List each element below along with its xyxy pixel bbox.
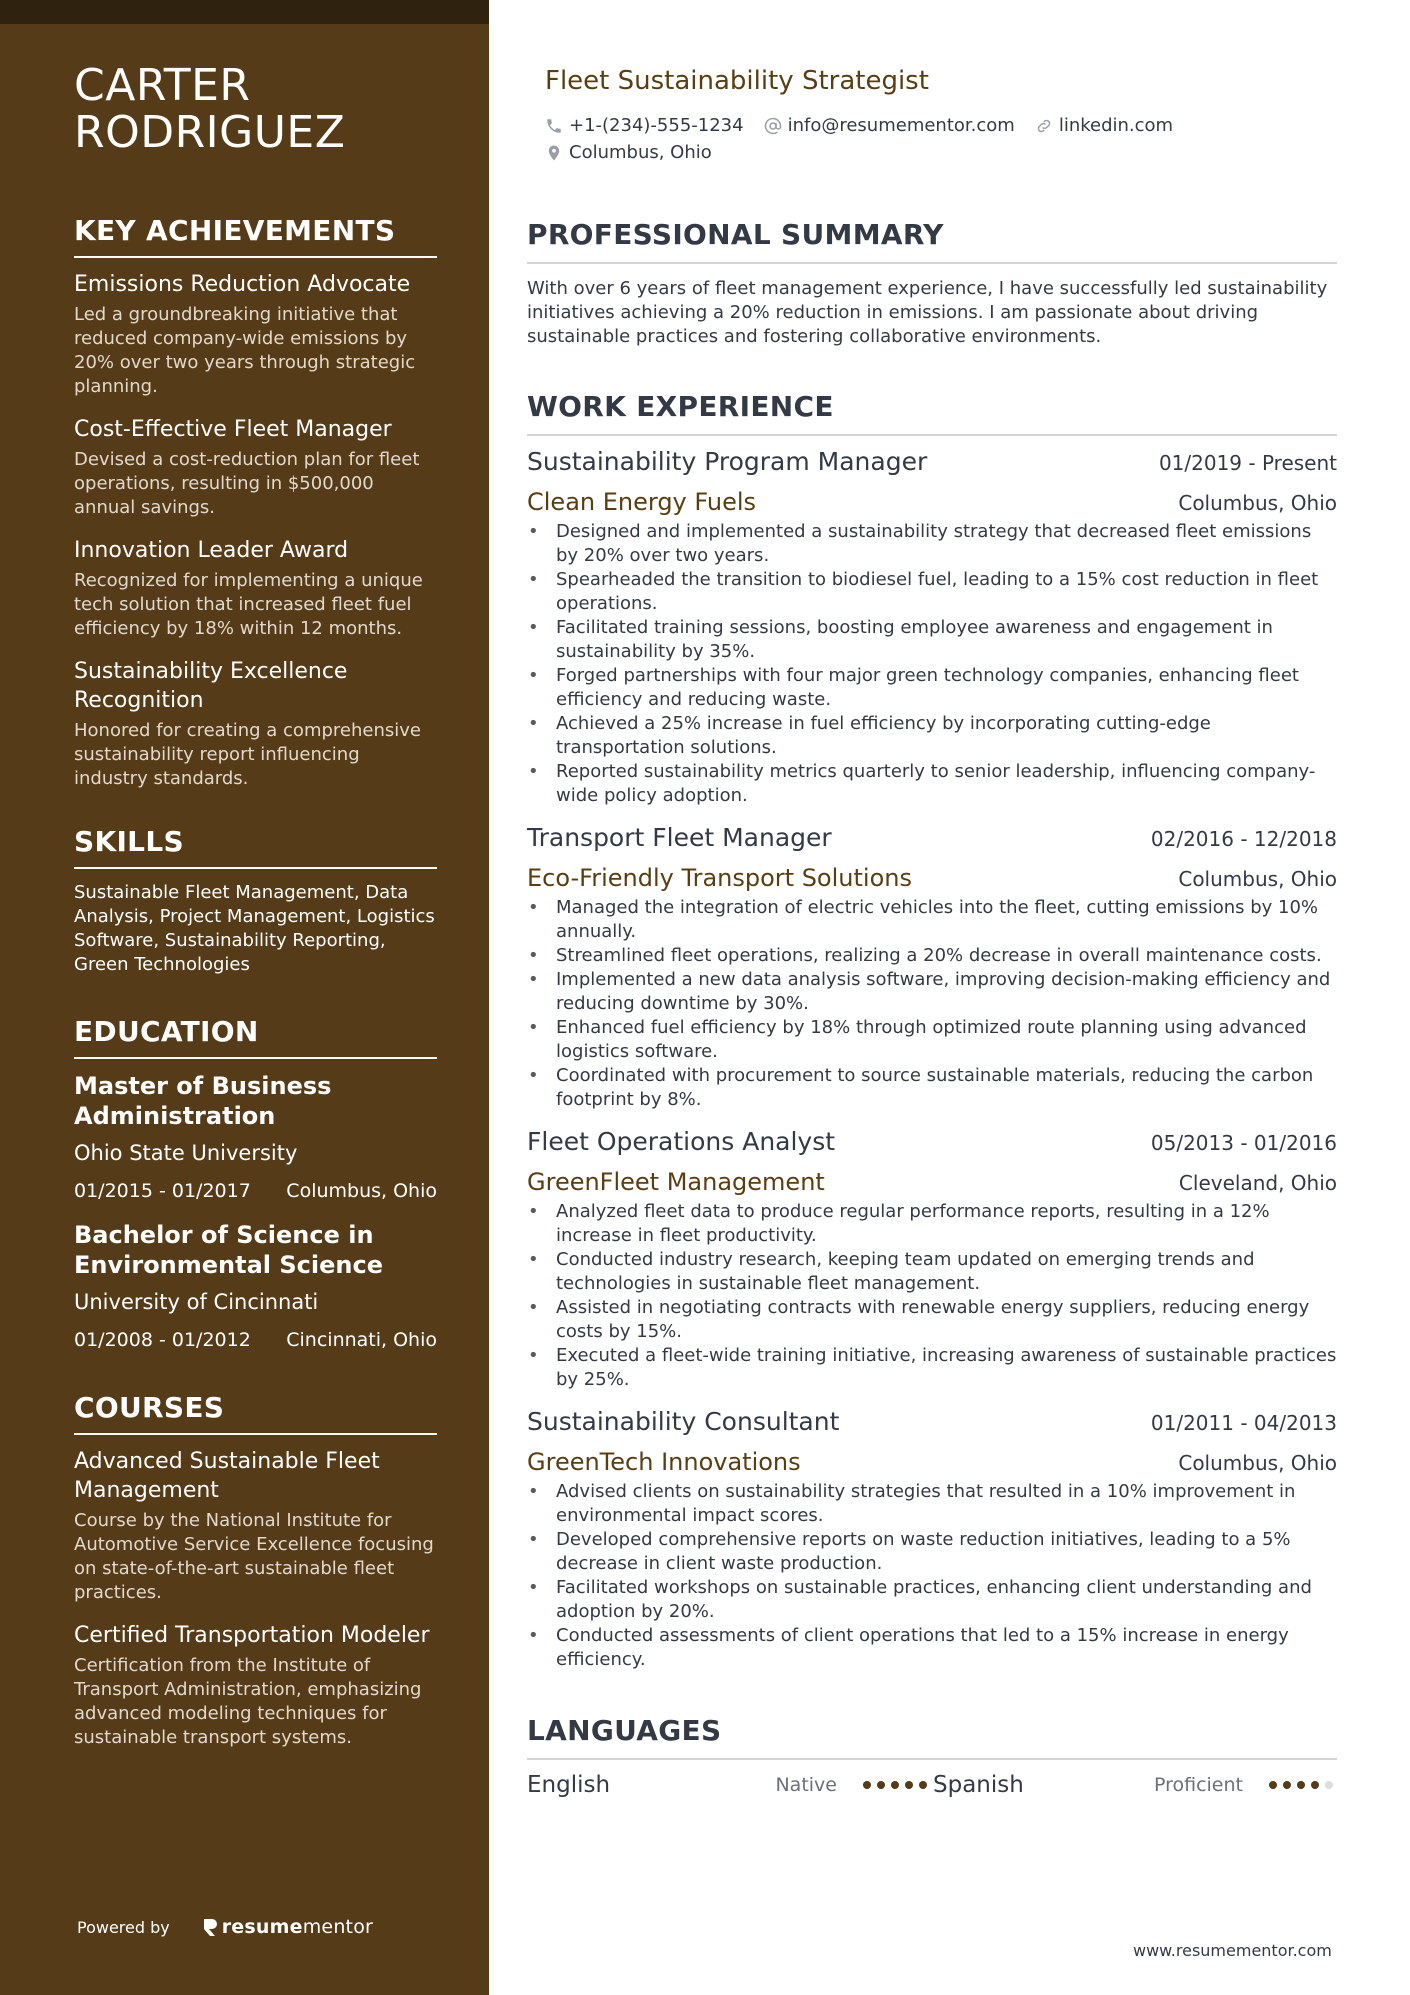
location-text: Columbus, Ohio <box>569 142 712 163</box>
education-degree: Bachelor of Science in Environmental Science <box>74 1221 383 1279</box>
rating-dot-filled <box>919 1781 927 1789</box>
course-title: Advanced Sustainable Fleet Management <box>74 1449 380 1503</box>
job-dates: 01/2019 - Present <box>1158 451 1337 475</box>
education-dates: 01/2008 - 01/2012 <box>74 1329 251 1351</box>
job-bullet: • Forged partnerships with four major green technology companies, enhancing fleet efficiency and reducing waste. <box>527 664 1337 712</box>
contact-row-2 <box>545 139 1335 166</box>
languages-heading: LANGUAGES <box>527 1714 1337 1760</box>
rating-dot-filled <box>905 1781 913 1789</box>
education-section <box>74 1015 437 1353</box>
education-school: Ohio State University <box>74 1141 298 1165</box>
job-header <box>527 446 1337 479</box>
skills-text: Sustainable Fleet Management, Data Analysis, Project Management, Logistics Software, Sustainability Reporting, Green Technologies <box>74 882 435 975</box>
achievement-item <box>74 270 437 399</box>
language-name: Spanish <box>933 1772 1024 1798</box>
job-company: GreenFleet Management <box>527 1168 825 1196</box>
rating-dot-filled <box>1283 1781 1291 1789</box>
email-contact[interactable] <box>764 112 1015 139</box>
job-company: Clean Energy Fuels <box>527 488 757 516</box>
name-last: RODRIGUEZ <box>74 107 346 158</box>
education-location: Cincinnati, Ohio <box>286 1329 437 1351</box>
job-role: Sustainability Consultant <box>527 1407 840 1436</box>
summary-section <box>527 218 1337 349</box>
job-bullet: • Achieved a 25% increase in fuel efficiency by incorporating cutting-edge transportation solutions. <box>527 712 1337 760</box>
achievement-description: Led a groundbreaking initiative that reduced company-wide emissions by 20% over two years through strategic planning. <box>74 304 416 397</box>
education-meta <box>74 1327 437 1353</box>
job-bullets <box>527 1480 1337 1672</box>
summary-text: With over 6 years of fleet management experience, I have successfully led sustainability initiatives achieving a 20% reduction in emissions. I am passionate about driving sustainable practices and fostering collaborative environments. <box>527 278 1328 347</box>
achievement-title: Innovation Leader Award <box>74 538 349 563</box>
job-bullet: • Conducted industry research, keeping team updated on emerging trends and technologies in sustainable fleet management. <box>527 1248 1337 1296</box>
rating-dot-filled <box>877 1781 885 1789</box>
achievements-section <box>74 214 437 791</box>
education-heading: EDUCATION <box>74 1015 437 1059</box>
achievement-description: Devised a cost-reduction plan for fleet operations, resulting in $500,000 annual savings. <box>74 449 420 518</box>
job-company: Eco-Friendly Transport Solutions <box>527 864 912 892</box>
course-item <box>74 1621 437 1750</box>
job-bullet: • Advised clients on sustainability strategies that resulted in a 10% improvement in environmental impact scores. <box>527 1480 1337 1528</box>
linkedin-contact[interactable] <box>1035 112 1173 139</box>
job-bullet: • Assisted in negotiating contracts with renewable energy suppliers, reducing energy costs by 15%. <box>527 1296 1337 1344</box>
achievement-title: Cost-Effective Fleet Manager <box>74 417 392 442</box>
job-company: GreenTech Innovations <box>527 1448 801 1476</box>
job-subheader <box>527 1167 1337 1198</box>
course-description: Course by the National Institute for Automotive Service Excellence focusing on state-of-the-art sustainable fleet practices. <box>74 1510 434 1603</box>
powered-by-label: Powered by <box>77 1917 170 1937</box>
job-bullet: • Facilitated training sessions, boosting employee awareness and engagement in sustainability by 35%. <box>527 616 1337 664</box>
summary-heading: PROFESSIONAL SUMMARY <box>527 218 1337 264</box>
job-location: Columbus, Ohio <box>1178 1451 1337 1475</box>
course-item <box>74 1447 437 1605</box>
phone-icon <box>545 117 563 135</box>
languages-section <box>527 1714 1337 1800</box>
sidebar <box>0 0 489 1995</box>
job-entry <box>527 1406 1337 1672</box>
education-location: Columbus, Ohio <box>286 1180 437 1202</box>
contact-row-1 <box>545 112 1335 139</box>
candidate-name <box>74 62 437 156</box>
experience-list <box>527 446 1337 1672</box>
achievement-item <box>74 657 437 791</box>
achievement-title: Emissions Reduction Advocate <box>74 272 411 297</box>
language-item <box>933 1770 1339 1800</box>
brand-name-a: resume <box>221 1916 303 1938</box>
job-role: Fleet Operations Analyst <box>527 1127 836 1156</box>
skills-section <box>74 825 437 977</box>
job-bullet: • Coordinated with procurement to source sustainable materials, reducing the carbon footprint by 8%. <box>527 1064 1337 1112</box>
phone-contact[interactable] <box>545 112 744 139</box>
language-rating <box>1269 1781 1339 1789</box>
at-sign-icon <box>764 117 782 135</box>
brand-logo[interactable] <box>202 1916 373 1938</box>
rating-dot-filled <box>1297 1781 1305 1789</box>
education-school: University of Cincinnati <box>74 1290 319 1314</box>
job-header <box>527 1406 1337 1439</box>
job-bullets <box>527 520 1337 808</box>
link-icon <box>1035 117 1053 135</box>
language-name: English <box>527 1772 611 1798</box>
experience-heading: WORK EXPERIENCE <box>527 390 1337 436</box>
job-subheader <box>527 1447 1337 1478</box>
achievement-item <box>74 415 437 520</box>
job-header <box>527 1126 1337 1159</box>
job-subheader <box>527 863 1337 894</box>
job-bullet: • Designed and implemented a sustainability strategy that decreased fleet emissions by 20% over two years. <box>527 520 1337 568</box>
achievement-description: Honored for creating a comprehensive sustainability report influencing industry standards. <box>74 720 421 789</box>
job-bullet: • Managed the integration of electric vehicles into the fleet, cutting emissions by 10% annually. <box>527 896 1337 944</box>
sidebar-top-bar <box>0 0 489 24</box>
education-list <box>74 1071 437 1353</box>
contact-info <box>545 112 1335 166</box>
email-address: info@resumementor.com <box>787 115 1015 136</box>
powered-by <box>77 1916 373 1938</box>
job-header <box>527 822 1337 855</box>
rating-dot-filled <box>863 1781 871 1789</box>
main-body <box>527 218 1337 1800</box>
language-level: Native <box>775 1774 837 1796</box>
job-bullet: • Enhanced fuel efficiency by 18% through optimized route planning using advanced logistics software. <box>527 1016 1337 1064</box>
rating-dot-empty <box>1325 1781 1333 1789</box>
achievements-list <box>74 270 437 791</box>
education-meta <box>74 1178 437 1204</box>
job-role: Sustainability Program Manager <box>527 447 928 476</box>
job-bullet: • Analyzed fleet data to produce regular performance reports, resulting in a 12% increase in fleet productivity. <box>527 1200 1337 1248</box>
job-bullet: • Conducted assessments of client operations that led to a 15% increase in energy efficiency. <box>527 1624 1337 1672</box>
location-pin-icon <box>545 144 563 162</box>
job-title: Fleet Sustainability Strategist <box>545 66 929 96</box>
job-location: Columbus, Ohio <box>1178 867 1337 891</box>
job-entry <box>527 1126 1337 1392</box>
course-title: Certified Transportation Modeler <box>74 1623 430 1648</box>
job-bullet: • Implemented a new data analysis software, improving decision-making efficiency and reducing downtime by 30%. <box>527 968 1337 1016</box>
language-item <box>527 1770 933 1800</box>
language-rating <box>863 1781 933 1789</box>
job-dates: 02/2016 - 12/2018 <box>1150 827 1337 851</box>
skills-heading: SKILLS <box>74 825 437 869</box>
footer-website[interactable]: www.resumementor.com <box>1133 1941 1332 1960</box>
job-entry <box>527 446 1337 808</box>
courses-section <box>74 1391 437 1750</box>
education-degree: Master of Business Administration <box>74 1072 332 1130</box>
name-first: CARTER <box>74 60 251 111</box>
job-bullets <box>527 896 1337 1112</box>
job-bullet: • Executed a fleet-wide training initiative, increasing awareness of sustainable practices by 25%. <box>527 1344 1337 1392</box>
job-bullets <box>527 1200 1337 1392</box>
achievement-title: Sustainability Excellence Recognition <box>74 659 348 713</box>
achievements-heading: KEY ACHIEVEMENTS <box>74 214 437 258</box>
job-bullet: • Developed comprehensive reports on waste reduction initiatives, leading to a 5% decrease in client waste production. <box>527 1528 1337 1576</box>
job-entry <box>527 822 1337 1112</box>
education-item <box>74 1220 437 1353</box>
course-description: Certification from the Institute of Transport Administration, emphasizing advanced modeling techniques for sustainable transport systems. <box>74 1655 422 1748</box>
linkedin-url: linkedin.com <box>1058 115 1174 136</box>
language-level: Proficient <box>1153 1774 1243 1796</box>
sidebar-content <box>74 62 437 1750</box>
location-contact <box>545 139 712 166</box>
job-bullet: • Facilitated workshops on sustainable practices, enhancing client understanding and adoption by 20%. <box>527 1576 1337 1624</box>
job-bullet: • Reported sustainability metrics quarterly to senior leadership, influencing company-wide policy adoption. <box>527 760 1337 808</box>
courses-heading: COURSES <box>74 1391 437 1435</box>
job-location: Columbus, Ohio <box>1178 491 1337 515</box>
rating-dot-filled <box>1311 1781 1319 1789</box>
job-dates: 01/2011 - 04/2013 <box>1150 1411 1337 1435</box>
phone-number: +1-(234)-555-1234 <box>569 115 744 136</box>
job-bullet: • Streamlined fleet operations, realizing a 20% decrease in overall maintenance costs. <box>527 944 1337 968</box>
rating-dot-filled <box>1269 1781 1277 1789</box>
experience-section <box>527 390 1337 1672</box>
brand-name-b: mentor <box>302 1916 374 1938</box>
job-bullet: • Spearheaded the transition to biodiesel fuel, leading to a 15% cost reduction in fleet operations. <box>527 568 1337 616</box>
achievement-item <box>74 536 437 641</box>
job-location: Cleveland, Ohio <box>1178 1171 1337 1195</box>
job-dates: 05/2013 - 01/2016 <box>1150 1131 1337 1155</box>
education-dates: 01/2015 - 01/2017 <box>74 1180 251 1202</box>
achievement-description: Recognized for implementing a unique tech solution that increased fleet fuel efficiency by 18% within 12 months. <box>74 570 423 639</box>
job-role: Transport Fleet Manager <box>527 823 832 852</box>
job-subheader <box>527 487 1337 518</box>
resumementor-logo-icon <box>202 1917 218 1937</box>
rating-dot-filled <box>891 1781 899 1789</box>
education-item <box>74 1071 437 1204</box>
languages-list <box>527 1770 1337 1800</box>
courses-list <box>74 1447 437 1750</box>
